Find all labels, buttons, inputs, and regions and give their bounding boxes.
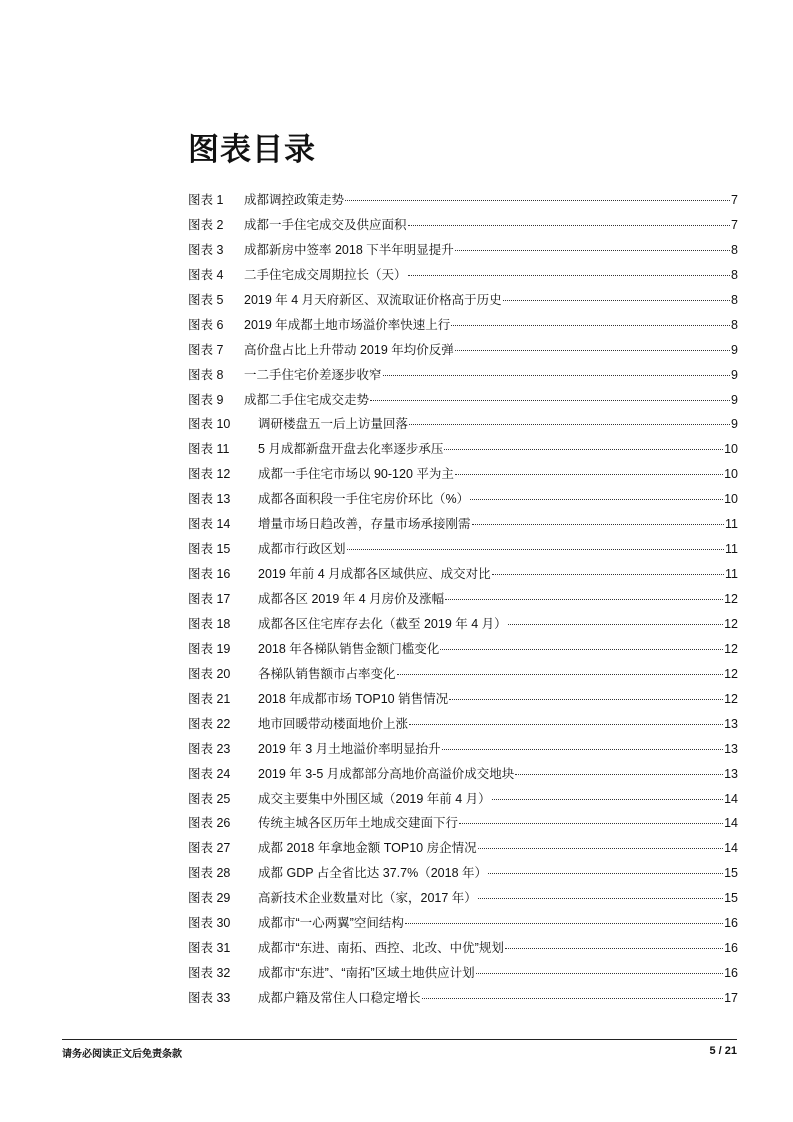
toc-entry-label: 图表 28 [188, 866, 231, 881]
toc-entry[interactable] [188, 689, 738, 714]
toc-entry-label: 图表 21 [188, 691, 231, 706]
toc-entry-title: 成都各面积段一手住宅房价环比（%） [258, 492, 470, 507]
toc-entry-title: 2019 年前 4 月成都各区域供应、成交对比 [258, 567, 491, 582]
toc-entry-page: 11 [725, 517, 738, 532]
toc-entry-label: 图表 24 [188, 766, 231, 781]
toc-entry-page: 13 [724, 741, 738, 756]
dot-leader [451, 325, 730, 326]
toc-entry-title: 成都新房中签率 2018 下半年明显提升 [244, 242, 454, 257]
toc-entry[interactable] [188, 340, 738, 365]
toc-entry-page: 13 [724, 716, 738, 731]
toc-entry-page: 10 [724, 492, 738, 507]
toc-entry-label: 图表 30 [188, 916, 231, 931]
toc-entry[interactable] [188, 539, 738, 564]
toc-entry-page: 15 [724, 891, 738, 906]
toc-entry[interactable] [188, 639, 738, 664]
toc-entry-page: 12 [724, 592, 738, 606]
toc-entry-title: 高价盘占比上升带动 2019 年均价反弹 [244, 342, 454, 357]
toc-entry[interactable] [188, 489, 738, 514]
toc-entry[interactable] [188, 863, 738, 888]
toc-entry-page: 16 [724, 916, 738, 931]
dot-leader [455, 474, 723, 475]
toc-entry[interactable] [188, 414, 738, 439]
toc-entry-page: 9 [731, 342, 738, 357]
dot-leader [445, 599, 723, 600]
toc-entry-title: 2018 年各梯队销售金额门槛变化 [258, 641, 440, 656]
dot-leader [455, 350, 730, 351]
toc-entry-label: 图表 26 [188, 816, 231, 831]
toc-entry[interactable] [188, 664, 738, 689]
toc-entry-title: 传统主城各区历年土地成交建面下行 [258, 816, 459, 831]
toc-entry-title: 成交主要集中外围区域（2019 年前 4 月） [258, 791, 491, 806]
toc-entry-title: 成都调控政策走势 [244, 193, 345, 207]
toc-entry-label: 图表 10 [188, 417, 231, 432]
toc-entry-label: 图表 32 [188, 966, 231, 981]
dot-leader [505, 948, 723, 949]
toc-entry-label: 图表 1 [188, 193, 224, 207]
dot-leader [345, 200, 730, 201]
toc-entry-page: 17 [724, 991, 738, 1005]
toc-entry-title: 2018 年成都市场 TOP10 销售情况 [258, 691, 449, 706]
toc-entry-page: 9 [731, 417, 738, 432]
toc-entry-label: 图表 13 [188, 492, 231, 507]
toc-entry[interactable] [188, 838, 738, 863]
toc-entry[interactable] [188, 888, 738, 913]
toc-entry-page: 9 [731, 392, 738, 407]
toc-entry[interactable] [188, 290, 738, 315]
toc-entry-title: 成都一手住宅市场以 90-120 平为主 [258, 467, 454, 482]
toc-entry-title: 成都二手住宅成交走势 [244, 392, 370, 407]
toc-entry[interactable] [188, 589, 738, 614]
toc-entry[interactable] [188, 739, 738, 764]
toc-entry-page: 14 [724, 816, 738, 831]
dot-leader [408, 225, 731, 226]
toc-entry[interactable] [188, 564, 738, 589]
toc-entry-label: 图表 31 [188, 941, 231, 956]
dot-leader [408, 275, 731, 276]
dot-leader [492, 574, 724, 575]
toc-entry-title: 调研楼盘五一后上访量回落 [258, 417, 409, 432]
toc-entry-page: 16 [724, 966, 738, 981]
dot-leader [515, 774, 723, 775]
toc-entry-title: 2019 年 4 月天府新区、双流取证价格高于历史 [244, 292, 502, 307]
toc-entry-page: 15 [724, 866, 738, 881]
toc-entry[interactable] [188, 813, 738, 838]
toc-entry-title: 成都户籍及常住人口稳定增长 [258, 991, 421, 1005]
toc-entry-page: 8 [731, 292, 738, 307]
toc-entry-page: 16 [724, 941, 738, 956]
toc-entry[interactable] [188, 315, 738, 340]
dot-leader [440, 649, 723, 650]
toc-entry-title: 2019 年 3 月土地溢价率明显抬升 [258, 741, 441, 756]
dot-leader [470, 499, 723, 500]
toc-entry-label: 图表 2 [188, 217, 224, 232]
dot-leader [455, 250, 730, 251]
dot-leader [397, 674, 724, 675]
toc-entry-label: 图表 4 [188, 267, 224, 282]
toc-entry[interactable] [188, 514, 738, 539]
toc-entry-label: 图表 12 [188, 467, 231, 482]
toc-entry-label: 图表 16 [188, 567, 231, 582]
toc-entry-page: 8 [731, 267, 738, 282]
toc-entry-page: 10 [724, 442, 738, 457]
dot-leader [488, 873, 723, 874]
toc-entry-label: 图表 15 [188, 542, 231, 557]
dot-leader [478, 848, 724, 849]
toc-entry-label: 图表 14 [188, 517, 231, 532]
toc-entry-label: 图表 11 [188, 442, 230, 457]
toc-entry-page: 14 [724, 791, 738, 806]
dot-leader [383, 375, 731, 376]
dot-leader [405, 923, 723, 924]
dot-leader [472, 524, 725, 525]
dot-leader [370, 400, 730, 401]
toc-entry-label: 图表 6 [188, 317, 224, 332]
toc-entry-label: 图表 7 [188, 342, 224, 357]
toc-entry[interactable] [188, 439, 738, 464]
toc-entry-label: 图表 3 [188, 242, 224, 257]
toc-entry-title: 成都 2018 年拿地金额 TOP10 房企情况 [258, 841, 477, 856]
toc-entry-page: 7 [731, 217, 738, 232]
toc-entry-label: 图表 17 [188, 592, 231, 606]
toc-entry-label: 图表 5 [188, 292, 224, 307]
page-title: 图表目录 [188, 132, 316, 167]
dot-leader [478, 898, 723, 899]
toc-entry-title: 成都一手住宅成交及供应面积 [244, 217, 407, 232]
toc-entry-page: 12 [724, 691, 738, 706]
toc-entry-title: 地市回暖带动楼面地价上涨 [258, 716, 409, 731]
toc-entry-title: 高新技术企业数量对比（家，2017 年） [258, 891, 477, 906]
footer-divider [62, 1039, 737, 1040]
toc-entry-page: 7 [731, 193, 738, 207]
toc-entry-page: 8 [731, 317, 738, 332]
toc-entry-page: 11 [725, 542, 738, 557]
toc-entry[interactable] [188, 240, 738, 265]
dot-leader [409, 424, 730, 425]
toc-entry-title: 成都 GDP 占全省比达 37.7%（2018 年） [258, 866, 488, 881]
toc-entry-title: 成都各区住宅库存去化（截至 2019 年 4 月） [258, 616, 507, 631]
toc-entry-page: 12 [724, 641, 738, 656]
dot-leader [503, 300, 730, 301]
toc-entry[interactable] [188, 614, 738, 639]
toc-entry-label: 图表 9 [188, 392, 224, 407]
toc-entry-label: 图表 18 [188, 616, 231, 631]
toc-entry-label: 图表 20 [188, 666, 231, 681]
toc-entry-title: 增量市场日趋改善，存量市场承接刚需 [258, 517, 471, 532]
toc-entry-title: 成都市“东进、南拓、西控、北改、中优”规划 [258, 941, 504, 956]
page-indicator: 5 / 21 [709, 1045, 737, 1057]
dot-leader [508, 624, 723, 625]
toc-entry[interactable] [188, 365, 738, 390]
toc-entry[interactable] [188, 764, 738, 789]
toc-entry-label: 图表 27 [188, 841, 231, 856]
toc-entry[interactable] [188, 938, 738, 963]
toc-entry-label: 图表 29 [188, 891, 231, 906]
toc-entry-page: 11 [725, 567, 738, 582]
toc-entry-page: 12 [724, 616, 738, 631]
toc-entry[interactable] [188, 963, 738, 988]
dot-leader [347, 549, 725, 550]
toc-entry[interactable] [188, 464, 738, 489]
dot-leader [476, 973, 723, 974]
dot-leader [459, 823, 723, 824]
toc-entry-title: 各梯队销售额市占率变化 [258, 666, 396, 681]
dot-leader [444, 449, 723, 450]
toc-entry[interactable] [188, 265, 738, 290]
toc-entry-title: 2019 年成都土地市场溢价率快速上行 [244, 317, 451, 332]
toc-entry[interactable] [188, 215, 738, 240]
toc-entry-label: 图表 23 [188, 741, 231, 756]
toc-entry-title: 2019 年 3-5 月成都部分高地价高溢价成交地块 [258, 766, 515, 781]
dot-leader [409, 724, 723, 725]
toc-entry-label: 图表 8 [188, 367, 224, 382]
dot-leader [492, 799, 723, 800]
toc-entry-label: 图表 25 [188, 791, 231, 806]
toc-entry-page: 13 [724, 766, 738, 781]
dot-leader [422, 998, 724, 999]
toc-entry-title: 5 月成都新盘开盘去化率逐步承压 [258, 442, 444, 457]
toc-entry-page: 9 [731, 367, 738, 382]
toc-entry-label: 图表 33 [188, 991, 231, 1005]
toc-entry[interactable] [188, 714, 738, 739]
toc-entry-label: 图表 19 [188, 641, 231, 656]
toc-entry-title: 二手住宅成交周期拉长（天） [244, 267, 407, 282]
toc-entry[interactable] [188, 190, 738, 215]
toc-entry-title: 成都市“一心两翼”空间结构 [258, 916, 404, 931]
figure-toc-list [188, 190, 738, 1013]
toc-entry-title: 成都市行政区划 [258, 542, 346, 557]
toc-entry-page: 12 [724, 666, 738, 681]
footer-disclaimer: 请务必阅读正文后免责条款 [62, 1049, 182, 1060]
toc-entry[interactable] [188, 913, 738, 938]
dot-leader [442, 749, 723, 750]
toc-entry-label: 图表 22 [188, 716, 231, 731]
dot-leader [449, 699, 723, 700]
toc-entry-page: 10 [724, 467, 738, 482]
toc-entry[interactable] [188, 988, 738, 1013]
toc-entry-title: 成都各区 2019 年 4 月房价及涨幅 [258, 592, 445, 606]
toc-entry-page: 8 [731, 242, 738, 257]
toc-entry[interactable] [188, 390, 738, 415]
toc-entry[interactable] [188, 789, 738, 814]
toc-entry-title: 一二手住宅价差逐步收窄 [244, 367, 382, 382]
toc-entry-title: 成都市“东进”、“南拓”区域土地供应计划 [258, 966, 475, 981]
toc-entry-page: 14 [724, 841, 738, 856]
